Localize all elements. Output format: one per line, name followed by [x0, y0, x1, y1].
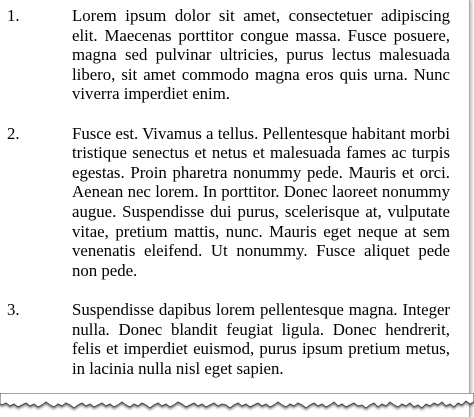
list-item-number: 3.	[7, 299, 20, 319]
list-item-number: 1.	[7, 6, 20, 25]
list-item	[0, 6, 450, 104]
numbered-list	[0, 6, 450, 398]
list-item-text: Fusce est. Vivamus a tellus. Pellentesque habitant morbi tristique senectus et netus et malesuada fames ac turpis egestas. Proin pharetra nonummy pede. Mauris et orci. Aenean nec lorem. In porttitor. Donec laoreet nonummy augue. Suspendisse dui purus, scelerisque at, vulputate vitae, pretium mattis, nunc. Mauris eget neque at sem venenatis eleifend. Ut nonummy. Fusce aliquet pede non pede.	[72, 123, 450, 280]
list-item	[0, 124, 450, 281]
list-item	[0, 300, 450, 378]
list-item-number: 2.	[7, 123, 20, 143]
list-item-text: Suspendisse dapibus lorem pellentesque magna. Integer nulla. Donec blandit feugiat ligula. Donec hendrerit, felis et imperdiet euismod, purus ipsum pretium metus, in lacinia nulla nisl eget sapien.	[72, 299, 450, 378]
list-item-text: Lorem ipsum dolor sit amet, consectetuer adipiscing elit. Maecenas porttitor congue massa. Fusce posuere, magna sed pulvinar ultricies, purus lectus malesuada libero, sit amet commodo magna eros quis urna. Nunc viverra imperdiet enim.	[72, 6, 450, 104]
torn-paper-edge	[0, 393, 474, 417]
